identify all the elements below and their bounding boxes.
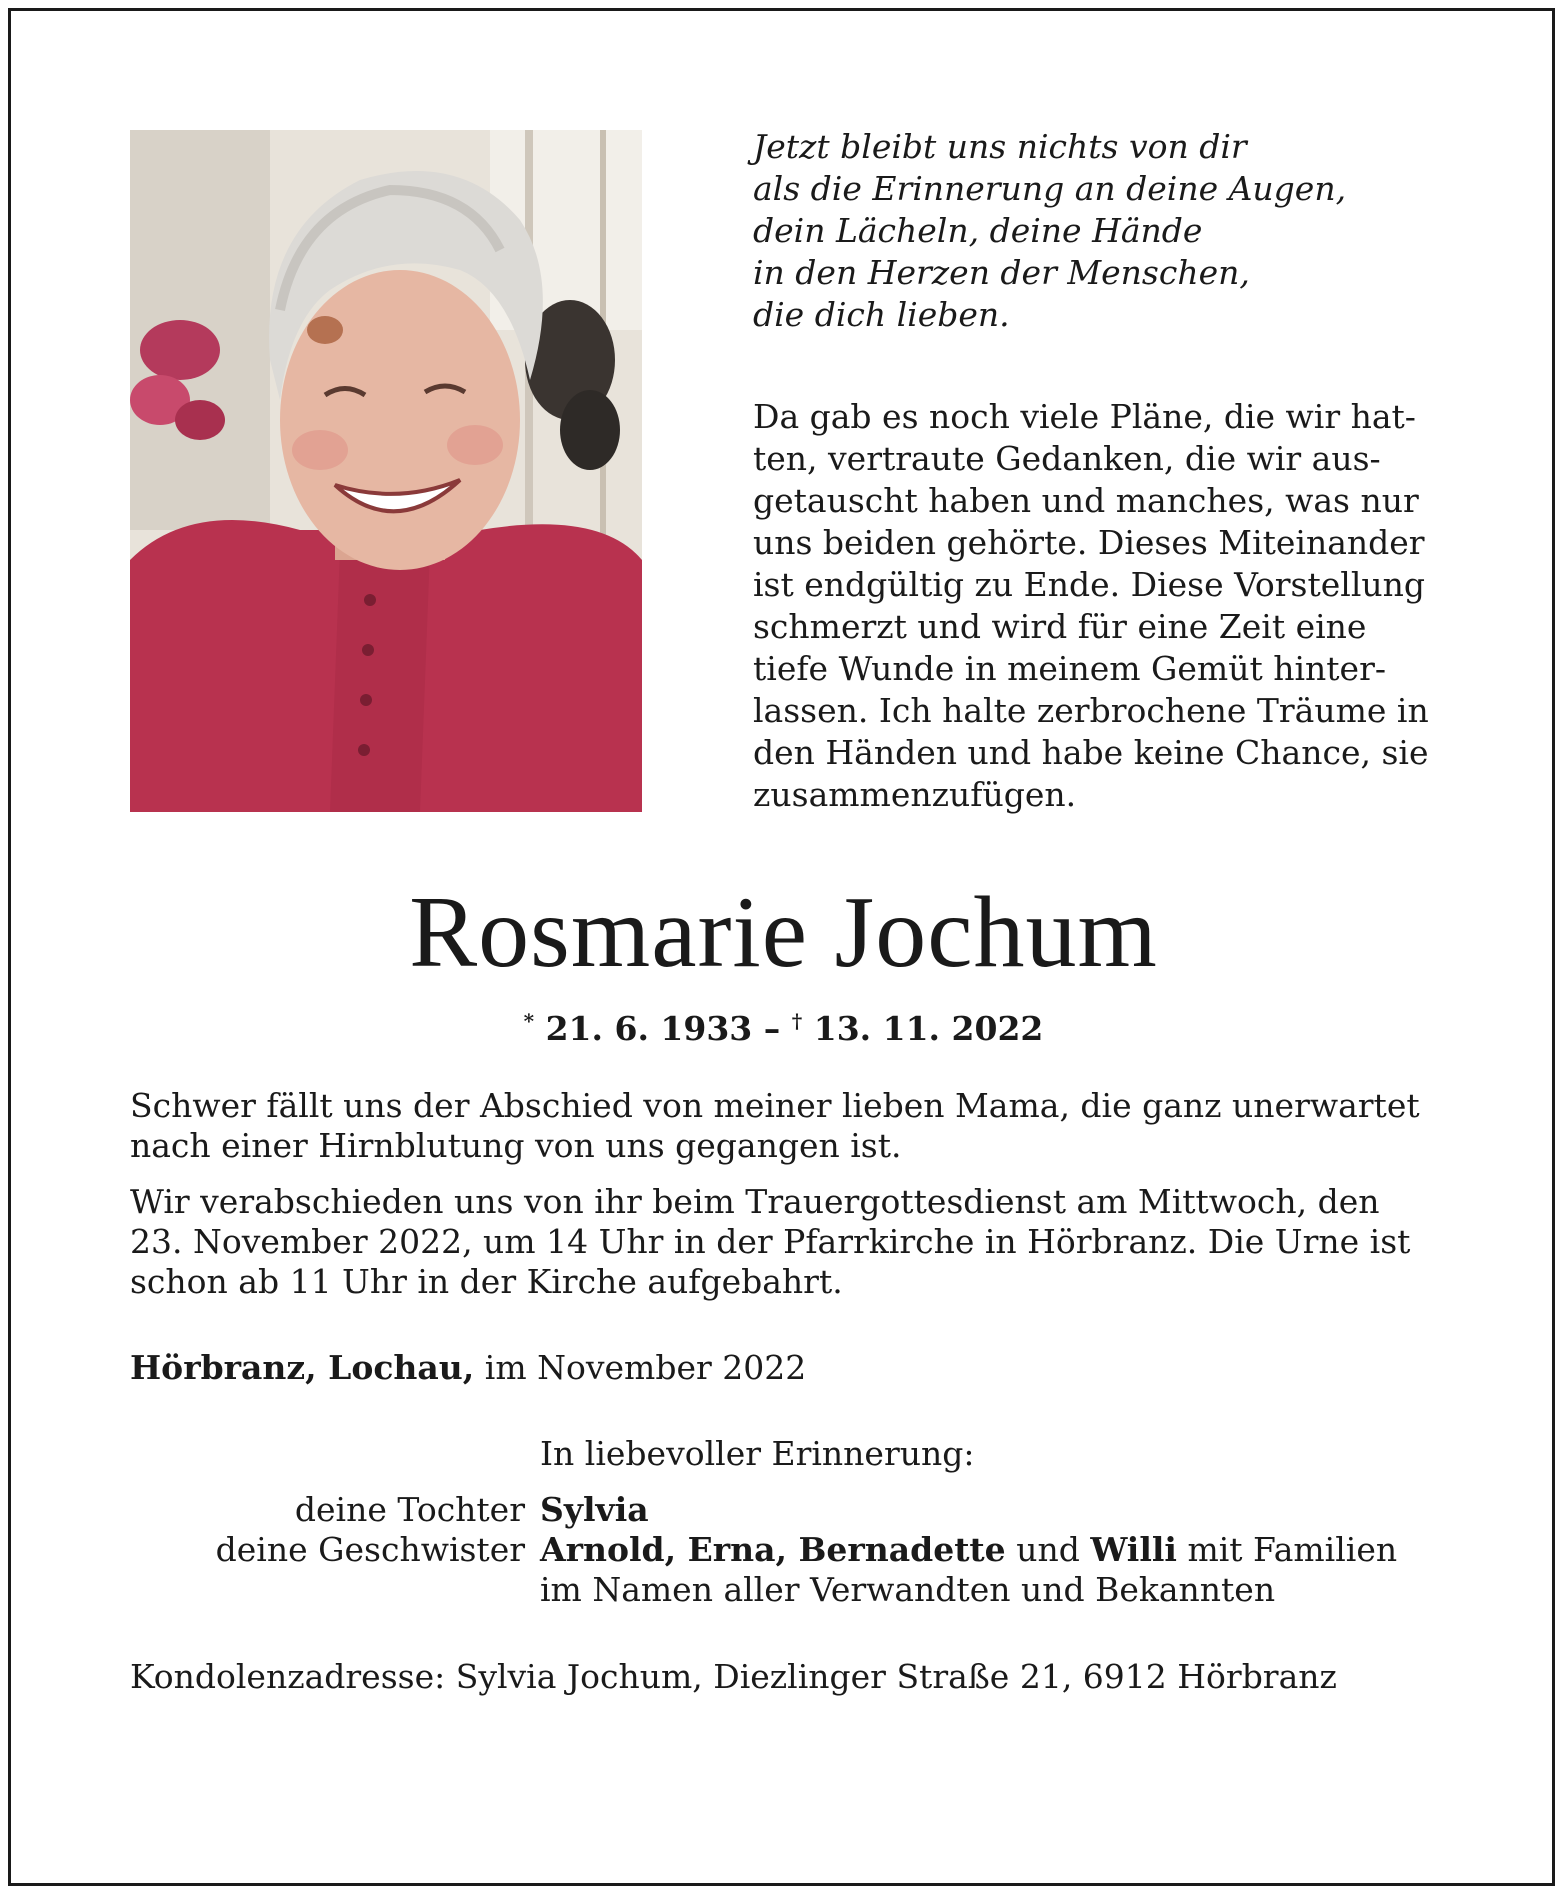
condolence-address: Kondolenzadresse: Sylvia Jochum, Diezlinger Straße 21, 6912 Hörbranz [130,1657,1337,1696]
poem-verse: Jetzt bleibt uns nichts von dir als die Erinnerung an deine Augen, dein Lächeln, deine Hände in den Herzen der Menschen, die dich lieben. [753,127,1347,334]
memory-intro: In liebevoller Erinnerung: [540,1434,975,1473]
daughter-name-line [540,1490,649,1530]
death-date: 13. 11. 2022 [813,1009,1044,1048]
with-families: mit Familien [1187,1530,1398,1569]
portrait-photo [130,130,642,812]
relatives-line: im Namen aller Verwandten und Bekannten [540,1570,1276,1609]
personal-reflection [753,396,1438,816]
death-symbol: † [791,1009,803,1033]
birth-date: 21. 6. 1933 [545,1009,753,1048]
deceased-name: Rosmarie Jochum [409,876,1158,989]
siblings-names: Arnold, Erna, Bernadette [540,1530,1006,1569]
place-date-line [130,1348,806,1388]
siblings-label: deine Geschwister [215,1530,525,1569]
daughter-label: deine Tochter [294,1490,525,1529]
and-word: und [1016,1530,1080,1569]
last-sibling: Willi [1090,1530,1177,1569]
date-separator: – [763,1009,781,1048]
date-text: im November 2022 [484,1348,807,1387]
places: Hörbranz, Lochau, [130,1348,475,1387]
announcement-paragraph-2: Wir verabschieden uns von ihr beim Trauergottesdienst am Mittwoch, den 23. November 2022, um 14 Uhr in der Pfarrkirche in Hörbranz. Die Urne ist schon ab 11 Uhr in der Kirche aufgebahrt. [130,1182,1411,1301]
birth-symbol: * [523,1009,535,1033]
siblings-names-line [540,1530,1397,1570]
announcement-paragraph-1: Schwer fällt uns der Abschied von meiner lieben Mama, die ganz unerwartet nach einer Hirnblutung von uns gegangen ist. [130,1086,1420,1165]
reflection-paragraph: Da gab es noch viele Pläne, die wir hat- ten, vertraute Gedanken, die wir aus- getauscht haben und manches, was nur uns beiden gehörte. Dieses Miteinander ist endgültig zu Ende. Diese Vorstellung schmerzt und wird für eine Zeit eine tiefe Wunde in meinem Gemüt hinter- lassen. Ich halte zerbrochene Träume in den Händen und habe keine Chance, sie zusammenzufügen. [753,397,1429,814]
daughter-name: Sylvia [540,1490,649,1529]
life-dates [0,1000,1567,1050]
